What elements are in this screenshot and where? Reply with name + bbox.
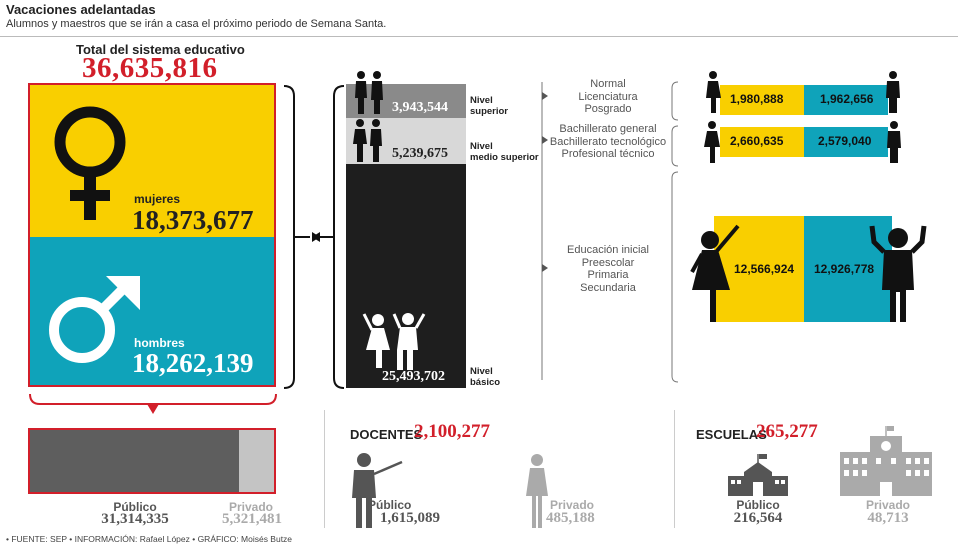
superior-women-value: 1,980,888 [730,92,784,106]
children-silhouette-icon [360,310,430,372]
schools-label: ESCUELAS [696,427,767,442]
students-public-fill [30,430,239,492]
schools-public-label: Público [736,498,780,512]
header-divider [0,36,958,37]
superior-men-value: 1,962,656 [820,92,874,106]
girl-silhouette-icon [688,220,742,324]
teachers-public-value: 1,615,089 [380,510,440,526]
students-public-value: 31,314,335 [101,511,169,527]
page-subtitle: Alumnos y maestros que se irán a casa el próximo periodo de Semana Santa. [6,18,387,30]
women-label: mujeres [134,192,181,206]
men-value: 18,262,139 [132,348,254,378]
level-medio-value: 5,239,675 [392,146,448,161]
girl-teen-silhouette-icon [702,120,722,164]
total-label: Total del sistema educativo [76,42,245,57]
boy-teen-silhouette-icon [884,120,904,164]
teachers-private-label: Privado [550,498,595,512]
desc-basico: Educación inicial Preescolar Primaria Secundaria [567,244,649,294]
teachers-private-value: 485,188 [546,510,595,526]
boy-silhouette-icon [868,220,928,324]
female-symbol-icon [50,102,130,224]
total-value: 36,635,816 [82,52,218,84]
page-title: Vacaciones adelantadas [6,2,156,17]
teens-silhouette-icon [350,118,386,164]
level-medio-label: Nivel medio superior [470,141,539,163]
male-symbol-icon [44,272,144,368]
public-school-icon [726,452,790,498]
private-school-icon [836,424,936,498]
students-public-label: Público [113,500,157,514]
women-value: 18,373,677 [132,205,254,235]
teachers-public-label: Público [368,498,412,512]
schools-private-label: Privado [865,498,910,512]
basico-men-value: 12,926,778 [814,262,875,276]
medio-women-value: 2,660,635 [730,134,784,148]
schools-total: 265,277 [756,421,818,442]
footer-credits: • FUENTE: SEP • INFORMACIÓN: Rafael López • GRÁFICO: Moisés Butze [6,534,293,544]
students-bar [28,428,276,494]
level-basico-label: Nivel básico [470,366,501,388]
students-bracket [28,392,278,428]
gender-level-bracket [666,80,682,390]
desc-superior: Normal Licenciatura Posgrado [578,78,638,115]
students-private-value: 5,321,481 [222,511,282,527]
adults-silhouette-icon [352,70,386,116]
level-superior-label: Nivel superior [470,95,509,117]
desc-medio: Bachillerato general Bachillerato tecnológico Profesional técnico [549,123,667,160]
teachers-label: DOCENTES [350,427,423,442]
students-private-label: Privado [228,500,273,514]
men-label: hombres [134,336,185,350]
levels-bracket [310,82,350,392]
level-basico-value: 25,493,702 [382,369,445,384]
basico-women-value: 12,566,924 [734,262,795,276]
section-divider [674,410,675,528]
section-divider [324,410,325,528]
schools-private-value: 48,713 [867,510,909,526]
level-superior-value: 3,943,544 [392,100,448,115]
schools-public-value: 216,564 [733,510,783,526]
woman-silhouette-icon [704,70,722,114]
man-silhouette-icon [884,70,902,114]
teachers-total: 2,100,277 [414,421,490,442]
medio-men-value: 2,579,040 [818,134,872,148]
